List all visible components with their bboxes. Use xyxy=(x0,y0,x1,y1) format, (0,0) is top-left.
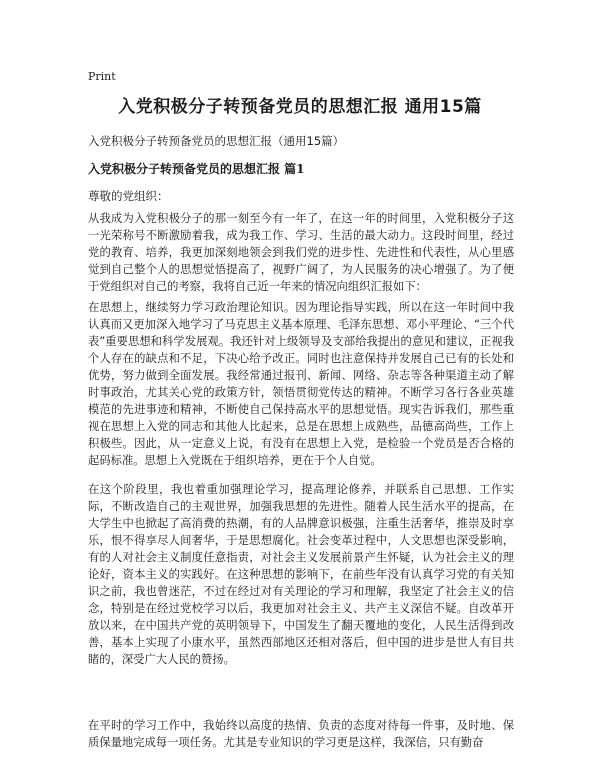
body-paragraph: 在平时的学习工作中，我始终以高度的热情、负责的态度对待每一件事，及时地、保质保量地完成每一项任务。尤其是专业知识的学习更是这样，我深信，只有勤奋 xyxy=(88,719,514,749)
document-subtitle: 入党积极分子转预备党员的思想汇报（通用15篇） xyxy=(88,134,345,148)
salutation: 尊敬的党组织： xyxy=(88,189,169,203)
body-paragraph: 在这个阶段里，我也着重加强理论学习，提高理论修养，并联系自己思想、工作实际，不断改造自己的主观世界，加强我思想的先进性。随着人民生活水平的提高，在大学生中也掀起了高消费的热潮，有的人品牌意识极强，注重生活奢华，推崇及时享乐，恨不得享尽人间奢华，于是思想腐化。社会变革过程中，人文思想也深受影响，有的人对社会主义制度任意指责，对社会主义发展前景产生怀疑，认为社会主义的理论好，资本主义的实践好。在这种思想的影响下，在前些年没有认真学习党的有关知识之前，我也曾迷茫，不过在经过对有关理论的学习和理解，我坚定了社会主义的信念，特别是在经过党校学习以后，我更加对社会主义、共产主义深信不疑。自改革开放以来，在中国共产党的英明领导下，中国发生了翻天覆地的变化，人民生活得到改善，基本上实现了小康水平，虽然西部地区还相对落后，但中国的进步是世人有目共睹的，深受广大人民的赞扬。 xyxy=(88,483,514,666)
page-title: 入党积极分子转预备党员的思想汇报 通用15篇 xyxy=(118,97,482,117)
body-paragraph: 从我成为入党积极分子的那一刻至今有一年了，在这一年的时间里，入党积极分子这一光荣称号不断激励着我，成为我工作、学习、生活的最大动力。这段时间里，经过党的教育、培养，我更加深刻地领会到我们党的进步性、先进性和代表性，从心里感觉到自己整个人的思想觉悟提高了，视野广阔了，为人民服务的决心增强了。为了便于党组织对自己的考察，我将自己近一年来的情况向组织汇报如下： xyxy=(88,212,514,293)
print-link[interactable]: Print xyxy=(88,70,116,83)
body-paragraph: 在思想上，继续努力学习政治理论知识。因为理论指导实践，所以在这一年时间中我认真而又更加深入地学习了马克思主义基本原理、毛泽东思想、邓小平理论、“三个代表”重要思想和科学发展观。我还针对上级领导及支部给我提出的意见和建议，正视我个人存在的缺点和不足，下决心给予改正。同时也注意保持并发展自己已有的长处和优势，努力做到全面发展。我经常通过报刊、新闻、网络、杂志等各种渠道主动了解时事政治，尤其关心党的政策方针，领悟贯彻党传达的精神。不断学习各行各业英雄模范的先进事迹和精神，不断使自己保持高水平的思想觉悟。现实告诉我们，那些重视在思想上入党的同志和其他人比起来，总是在思想上成熟些，品德高尚些，工作上积极些。因此，从一定意义上说，有没有在思想上入党，是检验一个党员是否合格的起码标准。思想上入党既在于组织培养，更在于个人自觉。 xyxy=(88,301,514,467)
section-heading: 入党积极分子转预备党员的思想汇报 篇1 xyxy=(88,162,305,176)
